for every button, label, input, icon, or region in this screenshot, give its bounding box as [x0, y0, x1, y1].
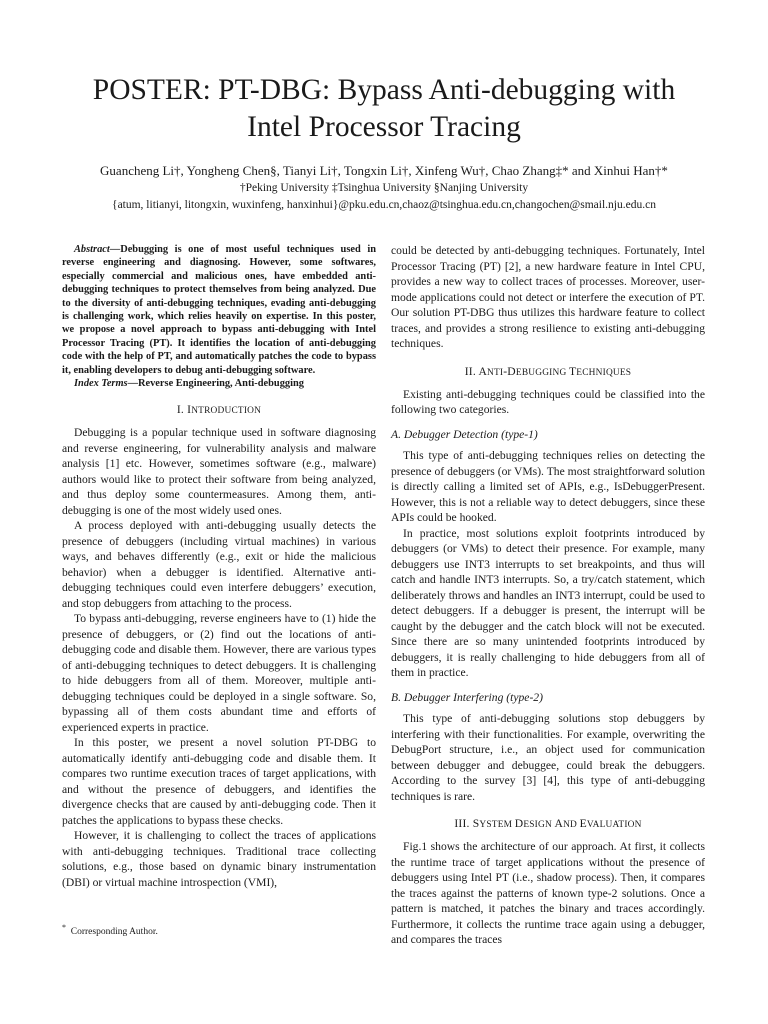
section-heading-introduction: I. INTRODUCTION — [176, 403, 262, 417]
paper-title-line-1: POSTER: PT-DBG: Bypass Anti-debugging with — [92, 74, 676, 106]
abstract-text: —Debugging is one of most useful techniques used in reverse engineering and diagnosing. However, some softwares, especially commercial and malicious ones, have embedded anti-debugging techniques to protect themselves from being analyzed. Due to the diversity of anti-debugging techniques, evading anti-debugging is challenging work, which relies heavily on expertise. In this poster, we propose a novel approach to bypass anti-debugging with Intel Processor Tracing (PT). It identifies the location of anti-debugging code with the help of PT, and automatically patches the code to bypass it, enabling developers to debug anti-debugging software. — [62, 244, 376, 376]
left-column — [62, 243, 376, 890]
paper-title — [40, 72, 728, 146]
section2-intro: Existing anti-debugging techniques could be classified into the following two categories. — [391, 387, 705, 416]
right-column — [391, 243, 705, 948]
abstract-label: Abstract — [74, 244, 110, 255]
debugger-detection-paragraph-1: This type of anti-debugging techniques relies on detecting the presence of debuggers (or VMs). The most straightforward solution is directly calling a limited set of APIs, e.g., IsDebuggerPresent. However, this is not a reliable way to detect debuggers, since these APIs could be hooked. — [391, 449, 705, 524]
index-terms-label: Index Terms — [74, 378, 128, 390]
footnote-mark: * — [62, 923, 66, 932]
affiliations: †Peking University ‡Tsinghua University §Nanjing University — [239, 182, 529, 194]
debugger-interfering-paragraph: This type of anti-debugging solutions stop debuggers by interfering with their functionalities. For example, overwriting the DebugPort structure, i.e., an object used for communication between debugger and debuggee, could break the debuggers. According to the survey [3] [4], this type of anti-debugging techniques is rare. — [391, 712, 705, 803]
intro-paragraph-2: A process deployed with anti-debugging usually detects the presence of debuggers (including virtual machines) in various ways, and behaves differently (e.g., exit or hide the malicious behavior) when a debugger is identified. Alternative anti-debugging techniques could even interfere debuggers’ execution, and stop debuggers from attaching to the process. — [62, 519, 376, 610]
subsection-heading-debugger-detection: A. Debugger Detection (type-1) — [391, 427, 538, 441]
section-heading-system-design: III. SYSTEM DESIGN AND EVALUATION — [454, 817, 642, 830]
section-heading-anti-debugging: II. ANTI-DEBUGGING TECHNIQUES — [464, 364, 632, 378]
author-emails: {atum, litianyi, litongxin, wuxinfeng, hanxinhui}@pku.edu.cn,chaoz@tsinghua.edu.cn,changochen@smail.nju.edu.cn — [112, 199, 656, 211]
index-terms — [62, 377, 376, 390]
intro-paragraph-5: However, it is challenging to collect the traces of applications with anti-debugging techniques. Traditional trace collecting solutions, e.g., those based on dynamic binary instrumentation (DBI) or virtual machine introspection (VMI), — [62, 829, 376, 889]
index-terms-text: —Reverse Engineering, Anti-debugging — [127, 378, 304, 390]
footnote-text: Corresponding Author. — [70, 927, 158, 938]
intro-paragraph-1: Debugging is a popular technique used in software diagnosing and reverse engineering, for vulnerability analysis and malware analysis [1] etc. However, sometimes software (e.g., malware) authors would like to protect their software from being analyzed, and thus deploy some countermeasures. Among them, anti-debugging is one of the most widely used ones. — [62, 426, 376, 517]
subsection-heading-debugger-interfering: B. Debugger Interfering (type-2) — [391, 690, 543, 704]
author-list: Guancheng Li†, Yongheng Chen§, Tianyi Li†, Tongxin Li†, Xinfeng Wu†, Chao Zhang‡* and Xinhui Han†* — [100, 163, 668, 178]
debugger-detection-paragraph-2: In practice, most solutions exploit footprints introduced by debuggers (or VMs) to detect their presence. For example, many debuggers use INT3 interrupts to set breakpoints, and thus will catch and handle INT3 interrupts. So, a try/catch statement, which deliberately throws and handles an INT3 interrupt, could be used to detect debuggers. If a debugger is present, the interrupt will be caught by the debugger and the catch block will not be executed. Since there are so many unintended footprints introduced by debuggers, it is really challenging to hide debuggers from all of them in practice. — [391, 526, 705, 679]
system-design-paragraph: Fig.1 shows the architecture of our approach. At first, it collects the runtime trace of target applications without the presence of debuggers using Intel PT (i.e., shadow process). Then, it compares the traces against the patterns of known type-2 solutions. Once a pattern is matched, it patches the binary and traces accordingly. Furthermore, it collects the runtime trace again using a debugger, and compares the traces — [391, 840, 705, 946]
intro-continuation: could be detected by anti-debugging techniques. Fortunately, Intel Processor Tracing (PT) [2], a new hardware feature in Intel CPU, provides a new way to collect traces of processes. Moreover, user-mode applications could not detect or interfere the execution of PT. Our solution PT-DBG thus utilizes this hardware feature to collect traces, and provides a strong resilience to existing anti-debugging techniques. — [391, 244, 705, 350]
paper-title-line-2: Intel Processor Tracing — [247, 111, 521, 143]
abstract — [62, 243, 376, 377]
intro-paragraph-3: To bypass anti-debugging, reverse engineers have to (1) hide the presence of debuggers, or (2) find out the locations of anti-debugging code and disable them. However, there are various types of anti-debugging techniques to detect debuggers. It is challenging to hide debuggers from all of them. Moreover, multiple anti-debugging techniques could be deployed in a single software. So, bypassing all of them costs abundant time and efforts of experienced experts in practice. — [62, 612, 376, 734]
footnote — [62, 921, 376, 939]
intro-paragraph-4: In this poster, we present a novel solution PT-DBG to automatically identify anti-debugging code and disable them. It compares two runtime execution traces of target applications, with and without the presence of debuggers, and identifies the divergence checks that are caused by anti-debugging code. Then it patches the applications to bypass these checks. — [62, 736, 376, 827]
